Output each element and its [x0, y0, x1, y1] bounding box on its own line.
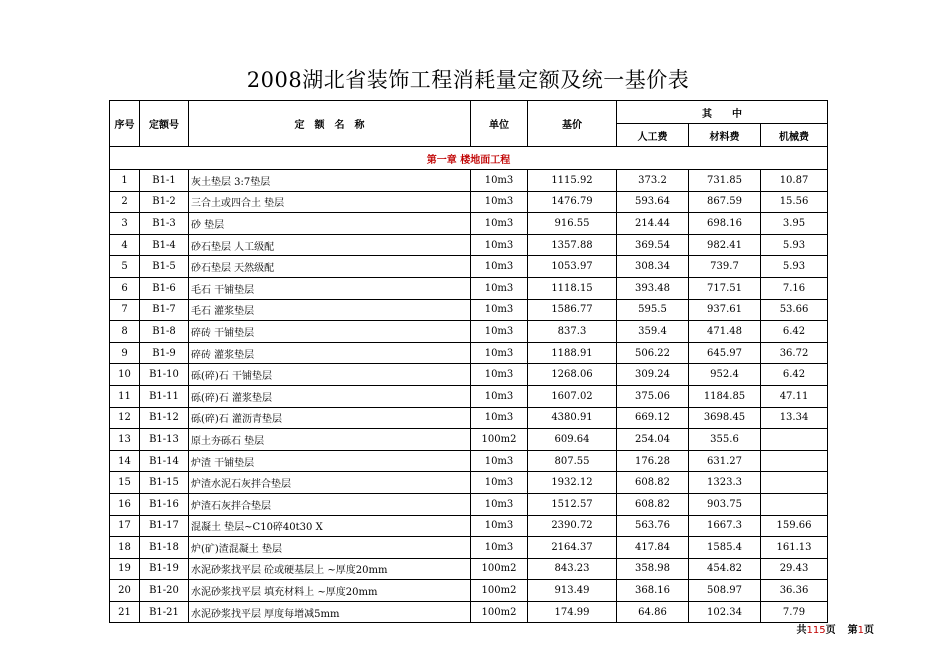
cell-labor: 369.54 [617, 234, 689, 256]
cell-machine: 6.42 [761, 321, 828, 343]
page-title: 2008湖北省装饰工程消耗量定额及统一基价表 [246, 68, 690, 92]
cell-base-price: 4380.91 [528, 407, 617, 429]
table-row [110, 580, 828, 602]
cell-code: B1-20 [140, 580, 189, 602]
cell-name: 砂 垫层 [189, 213, 471, 235]
cell-seq: 4 [110, 234, 140, 256]
cell-code: B1-9 [140, 342, 189, 364]
header-among: 其 中 [617, 101, 828, 124]
cell-unit: 10m3 [471, 213, 528, 235]
cell-name: 毛石 灌浆垫层 [189, 299, 471, 321]
cell-machine: 53.66 [761, 299, 828, 321]
table-row [110, 213, 828, 235]
cell-unit: 100m2 [471, 580, 528, 602]
cell-seq: 19 [110, 558, 140, 580]
cell-machine: 5.93 [761, 234, 828, 256]
cell-name: 水泥砂浆找平层 填充材料上 ~厚度20mm [189, 580, 471, 602]
cell-name: 炉渣 干铺垫层 [189, 450, 471, 472]
cell-code: B1-6 [140, 277, 189, 299]
cell-name: 水泥砂浆找平层 厚度每增减5mm [189, 601, 471, 623]
cell-code: B1-1 [140, 170, 189, 192]
cell-unit: 100m2 [471, 601, 528, 623]
cell-unit: 10m3 [471, 256, 528, 278]
cell-machine: 7.16 [761, 277, 828, 299]
table-row [110, 558, 828, 580]
table-row [110, 234, 828, 256]
header-machine: 机械费 [761, 124, 828, 147]
cell-code: B1-19 [140, 558, 189, 580]
cell-name: 炉(矿)渣混凝土 垫层 [189, 537, 471, 559]
cell-base-price: 843.23 [528, 558, 617, 580]
cell-labor: 593.64 [617, 191, 689, 213]
table-row [110, 170, 828, 192]
cell-material: 454.82 [689, 558, 761, 580]
header-unit: 单位 [471, 101, 528, 147]
cell-machine: 13.34 [761, 407, 828, 429]
cell-material: 1184.85 [689, 385, 761, 407]
cell-seq: 15 [110, 472, 140, 494]
cell-machine: 36.72 [761, 342, 828, 364]
cell-unit: 10m3 [471, 385, 528, 407]
cell-seq: 21 [110, 601, 140, 623]
table-row [110, 342, 828, 364]
cell-base-price: 1586.77 [528, 299, 617, 321]
cell-labor: 373.2 [617, 170, 689, 192]
cell-machine: 29.43 [761, 558, 828, 580]
footer-page-prefix: 第 [847, 625, 858, 636]
cell-seq: 16 [110, 493, 140, 515]
header-name: 定 额 名 称 [189, 101, 471, 147]
quota-table [109, 100, 828, 623]
cell-name: 原土夯砾石 垫层 [189, 429, 471, 451]
table-row [110, 429, 828, 451]
header-material: 材料费 [689, 124, 761, 147]
cell-code: B1-11 [140, 385, 189, 407]
cell-base-price: 1118.15 [528, 277, 617, 299]
cell-labor: 595.5 [617, 299, 689, 321]
cell-seq: 14 [110, 450, 140, 472]
cell-name: 碎砖 干铺垫层 [189, 321, 471, 343]
cell-material: 903.75 [689, 493, 761, 515]
page-footer [797, 621, 874, 636]
table-row [110, 472, 828, 494]
cell-labor: 417.84 [617, 537, 689, 559]
cell-unit: 10m3 [471, 299, 528, 321]
cell-base-price: 916.55 [528, 213, 617, 235]
cell-material: 1667.3 [689, 515, 761, 537]
cell-code: B1-21 [140, 601, 189, 623]
cell-base-price: 1115.92 [528, 170, 617, 192]
cell-machine: 6.42 [761, 364, 828, 386]
table-row [110, 407, 828, 429]
cell-material: 731.85 [689, 170, 761, 192]
table-row [110, 364, 828, 386]
cell-material: 102.34 [689, 601, 761, 623]
cell-seq: 8 [110, 321, 140, 343]
cell-machine: 3.95 [761, 213, 828, 235]
cell-unit: 100m2 [471, 558, 528, 580]
cell-base-price: 1053.97 [528, 256, 617, 278]
cell-code: B1-18 [140, 537, 189, 559]
cell-material: 717.51 [689, 277, 761, 299]
cell-base-price: 1357.88 [528, 234, 617, 256]
cell-material: 508.97 [689, 580, 761, 602]
cell-code: B1-13 [140, 429, 189, 451]
cell-material: 867.59 [689, 191, 761, 213]
cell-seq: 18 [110, 537, 140, 559]
cell-labor: 309.24 [617, 364, 689, 386]
cell-code: B1-14 [140, 450, 189, 472]
header-base-price: 基价 [528, 101, 617, 147]
cell-name: 水泥砂浆找平层 砼或硬基层上 ~厚度20mm [189, 558, 471, 580]
cell-code: B1-2 [140, 191, 189, 213]
footer-page-num: 1 [857, 625, 864, 636]
table-row [110, 515, 828, 537]
cell-name: 砂石垫层 人工级配 [189, 234, 471, 256]
table-row [110, 299, 828, 321]
cell-material: 698.16 [689, 213, 761, 235]
cell-name: 毛石 干铺垫层 [189, 277, 471, 299]
cell-unit: 10m3 [471, 364, 528, 386]
footer-page-suffix: 页 [864, 625, 874, 636]
cell-base-price: 2164.37 [528, 537, 617, 559]
cell-seq: 17 [110, 515, 140, 537]
cell-code: B1-15 [140, 472, 189, 494]
cell-seq: 7 [110, 299, 140, 321]
cell-base-price: 807.55 [528, 450, 617, 472]
cell-name: 炉渣水泥石灰拌合垫层 [189, 472, 471, 494]
cell-unit: 10m3 [471, 450, 528, 472]
cell-name: 砂石垫层 天然级配 [189, 256, 471, 278]
cell-code: B1-4 [140, 234, 189, 256]
cell-seq: 13 [110, 429, 140, 451]
cell-code: B1-17 [140, 515, 189, 537]
cell-material: 739.7 [689, 256, 761, 278]
cell-code: B1-10 [140, 364, 189, 386]
cell-seq: 11 [110, 385, 140, 407]
cell-labor: 563.76 [617, 515, 689, 537]
cell-seq: 6 [110, 277, 140, 299]
table-row [110, 493, 828, 515]
cell-name: 炉渣石灰拌合垫层 [189, 493, 471, 515]
table-row [110, 321, 828, 343]
cell-material: 937.61 [689, 299, 761, 321]
cell-seq: 9 [110, 342, 140, 364]
cell-unit: 10m3 [471, 493, 528, 515]
table-row [110, 537, 828, 559]
cell-name: 砾(碎)石 灌浆垫层 [189, 385, 471, 407]
cell-name: 三合土或四合土 垫层 [189, 191, 471, 213]
cell-unit: 10m3 [471, 277, 528, 299]
cell-machine: 10.87 [761, 170, 828, 192]
cell-machine: 5.93 [761, 256, 828, 278]
cell-base-price: 913.49 [528, 580, 617, 602]
cell-code: B1-5 [140, 256, 189, 278]
cell-machine [761, 450, 828, 472]
cell-base-price: 2390.72 [528, 515, 617, 537]
cell-code: B1-16 [140, 493, 189, 515]
cell-seq: 2 [110, 191, 140, 213]
table-row [110, 191, 828, 213]
cell-seq: 10 [110, 364, 140, 386]
cell-labor: 254.04 [617, 429, 689, 451]
cell-base-price: 1476.79 [528, 191, 617, 213]
cell-machine [761, 429, 828, 451]
cell-code: B1-8 [140, 321, 189, 343]
cell-base-price: 1268.06 [528, 364, 617, 386]
cell-name: 砾(碎)石 干铺垫层 [189, 364, 471, 386]
cell-name: 灰土垫层 3:7垫层 [189, 170, 471, 192]
table-row [110, 277, 828, 299]
cell-seq: 5 [110, 256, 140, 278]
cell-labor: 64.86 [617, 601, 689, 623]
cell-unit: 10m3 [471, 170, 528, 192]
footer-total-prefix: 共 [796, 625, 807, 636]
cell-machine: 36.36 [761, 580, 828, 602]
table-row [110, 385, 828, 407]
footer-total-pages: 115 [806, 625, 826, 636]
cell-code: B1-12 [140, 407, 189, 429]
cell-name: 砾(碎)石 灌沥青垫层 [189, 407, 471, 429]
cell-machine: 7.79 [761, 601, 828, 623]
cell-machine: 15.56 [761, 191, 828, 213]
table-row [110, 256, 828, 278]
cell-material: 982.41 [689, 234, 761, 256]
cell-base-price: 1932.12 [528, 472, 617, 494]
cell-machine: 159.66 [761, 515, 828, 537]
footer-total-suffix: 页 [825, 625, 836, 636]
cell-name: 碎砖 灌浆垫层 [189, 342, 471, 364]
cell-base-price: 609.64 [528, 429, 617, 451]
cell-base-price: 174.99 [528, 601, 617, 623]
cell-material: 355.6 [689, 429, 761, 451]
cell-seq: 20 [110, 580, 140, 602]
table-row [110, 601, 828, 623]
cell-labor: 176.28 [617, 450, 689, 472]
cell-machine: 47.11 [761, 385, 828, 407]
cell-labor: 358.98 [617, 558, 689, 580]
cell-code: B1-3 [140, 213, 189, 235]
cell-machine: 161.13 [761, 537, 828, 559]
cell-material: 471.48 [689, 321, 761, 343]
cell-unit: 10m3 [471, 407, 528, 429]
cell-machine [761, 472, 828, 494]
cell-seq: 1 [110, 170, 140, 192]
cell-labor: 368.16 [617, 580, 689, 602]
cell-unit: 10m3 [471, 515, 528, 537]
table-row [110, 450, 828, 472]
cell-code: B1-7 [140, 299, 189, 321]
cell-unit: 10m3 [471, 321, 528, 343]
cell-labor: 608.82 [617, 472, 689, 494]
header-code: 定额号 [140, 101, 189, 147]
cell-labor: 308.34 [617, 256, 689, 278]
cell-unit: 100m2 [471, 429, 528, 451]
cell-labor: 506.22 [617, 342, 689, 364]
cell-labor: 608.82 [617, 493, 689, 515]
header-seq: 序号 [110, 101, 140, 147]
cell-material: 645.97 [689, 342, 761, 364]
cell-material: 631.27 [689, 450, 761, 472]
cell-base-price: 1512.57 [528, 493, 617, 515]
cell-machine [761, 493, 828, 515]
cell-labor: 214.44 [617, 213, 689, 235]
cell-material: 1585.4 [689, 537, 761, 559]
cell-unit: 10m3 [471, 537, 528, 559]
cell-base-price: 837.3 [528, 321, 617, 343]
cell-name: 混凝土 垫层~C10碎40t30 X [189, 515, 471, 537]
cell-labor: 393.48 [617, 277, 689, 299]
cell-seq: 12 [110, 407, 140, 429]
cell-labor: 669.12 [617, 407, 689, 429]
cell-unit: 10m3 [471, 472, 528, 494]
cell-labor: 375.06 [617, 385, 689, 407]
chapter-heading: 第一章 楼地面工程 [110, 147, 828, 170]
cell-material: 952.4 [689, 364, 761, 386]
cell-unit: 10m3 [471, 191, 528, 213]
cell-material: 3698.45 [689, 407, 761, 429]
cell-labor: 359.4 [617, 321, 689, 343]
cell-base-price: 1607.02 [528, 385, 617, 407]
header-labor: 人工费 [617, 124, 689, 147]
cell-unit: 10m3 [471, 342, 528, 364]
cell-base-price: 1188.91 [528, 342, 617, 364]
cell-unit: 10m3 [471, 234, 528, 256]
cell-material: 1323.3 [689, 472, 761, 494]
cell-seq: 3 [110, 213, 140, 235]
